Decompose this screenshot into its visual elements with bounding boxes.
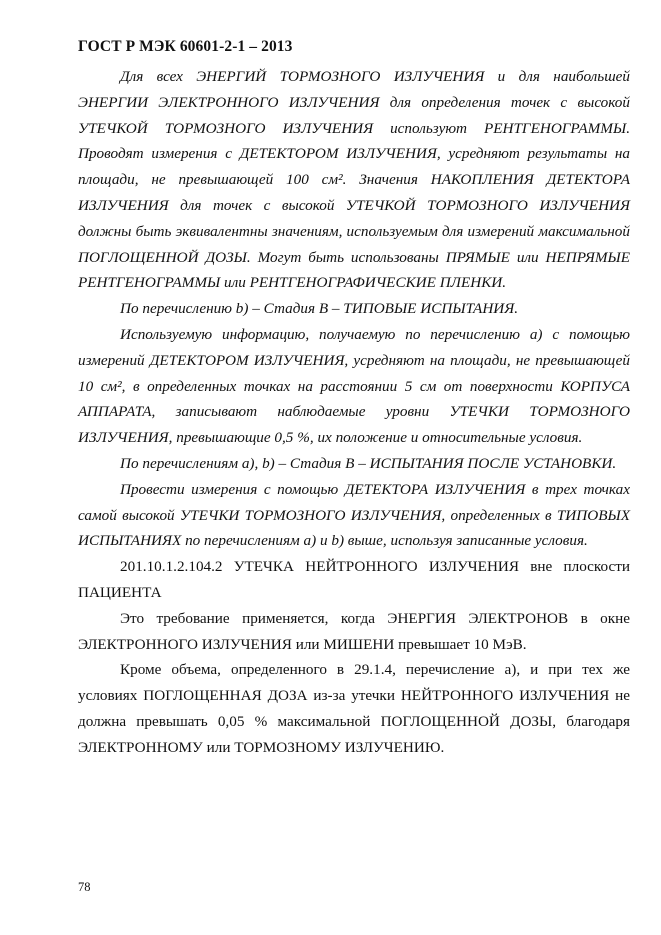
paragraph-stage-b-type-tests: По перечислению b) – Стадия В – ТИПОВЫЕ ИСПЫТАНИЯ. bbox=[120, 300, 519, 318]
document-header: ГОСТ Р МЭК 60601-2-1 – 2013 bbox=[78, 38, 293, 55]
paragraph-electron-energy-requirement: Это требование применяется, когда ЭНЕРГИЯ ЭЛЕКТРОНОВ в окне ЭЛЕКТРОННОГО ИЗЛУЧЕНИЯ или МИШЕНИ превышает 10 МэВ. bbox=[78, 609, 630, 653]
paragraph-neutron-leakage-heading: 201.10.1.2.104.2 УТЕЧКА НЕЙТРОННОГО ИЗЛУЧЕНИЯ вне плоскости ПАЦИЕНТА bbox=[78, 558, 630, 601]
page-number: 78 bbox=[78, 880, 91, 894]
document-body bbox=[78, 64, 630, 761]
paragraph-absorbed-dose-limit: Кроме объема, определенного в 29.1.4, перечисление a), и при тех же условиях ПОГЛОЩЕННАЯ ДОЗА из-за утечки НЕЙТРОННОГО ИЗЛУЧЕНИЯ не должна превышать 0,05 % максимальной ПОГЛОЩЕННОЙ ДОЗЫ, благодаря ЭЛЕКТРОННОМУ или ТОРМОЗНОМУ ИЗЛУЧЕНИЮ. bbox=[78, 661, 630, 756]
paragraph-stage-b-installation-tests: По перечислениям a), b) – Стадия В – ИСПЫТАНИЯ ПОСЛЕ УСТАНОВКИ. bbox=[120, 454, 617, 472]
paragraph-detector-measurements: Используемую информацию, получаемую по перечислению a) с помощью измерений ДЕТЕКТОРОМ ИЗЛУЧЕНИЯ, усредняют на площади, не превышающей 10 см², в определенных точках на расстоянии 5 см от поверхности КОРПУСА АППАРАТА, записывают наблюдаемые уровни УТЕЧКИ ТОРМОЗНОГО ИЗЛУЧЕНИЯ, превышающие 0,5 %, их положение и относительные условия. bbox=[78, 325, 630, 447]
paragraph-bremsstrahlung-radiographs: Для всех ЭНЕРГИЙ ТОРМОЗНОГО ИЗЛУЧЕНИЯ и для наибольшей ЭНЕРГИИ ЭЛЕКТРОННОГО ИЗЛУЧЕНИЯ для определения точек с высокой УТЕЧКОЙ ТОРМОЗНОГО ИЗЛУЧЕНИЯ используют РЕНТГЕНОГРАММЫ. Проводят измерения с ДЕТЕКТОРОМ ИЗЛУЧЕНИЯ, усредняют результаты на площади, не превышающей 100 см². Значения НАКОПЛЕНИЯ ДЕТЕКТОРА ИЗЛУЧЕНИЯ для точек с высокой УТЕЧКОЙ ТОРМОЗНОГО ИЗЛУЧЕНИЯ должны быть эквивалентны значениям, используемым для измерений максимальной ПОГЛОЩЕННОЙ ДОЗЫ. Могут быть использованы ПРЯМЫЕ или НЕПРЯМЫЕ РЕНТГЕНОГРАММЫ или РЕНТГЕНОГРАФИЧЕСКИЕ ПЛЕНКИ. bbox=[78, 68, 630, 292]
paragraph-three-points-measurement: Провести измерения с помощью ДЕТЕКТОРА ИЗЛУЧЕНИЯ в трех точках самой высокой УТЕЧКИ ТОРМОЗНОГО ИЗЛУЧЕНИЯ, определенных в ТИПОВЫХ ИСПЫТАНИЯХ по перечислениям a) и b) выше, используя записанные условия. bbox=[78, 480, 630, 550]
